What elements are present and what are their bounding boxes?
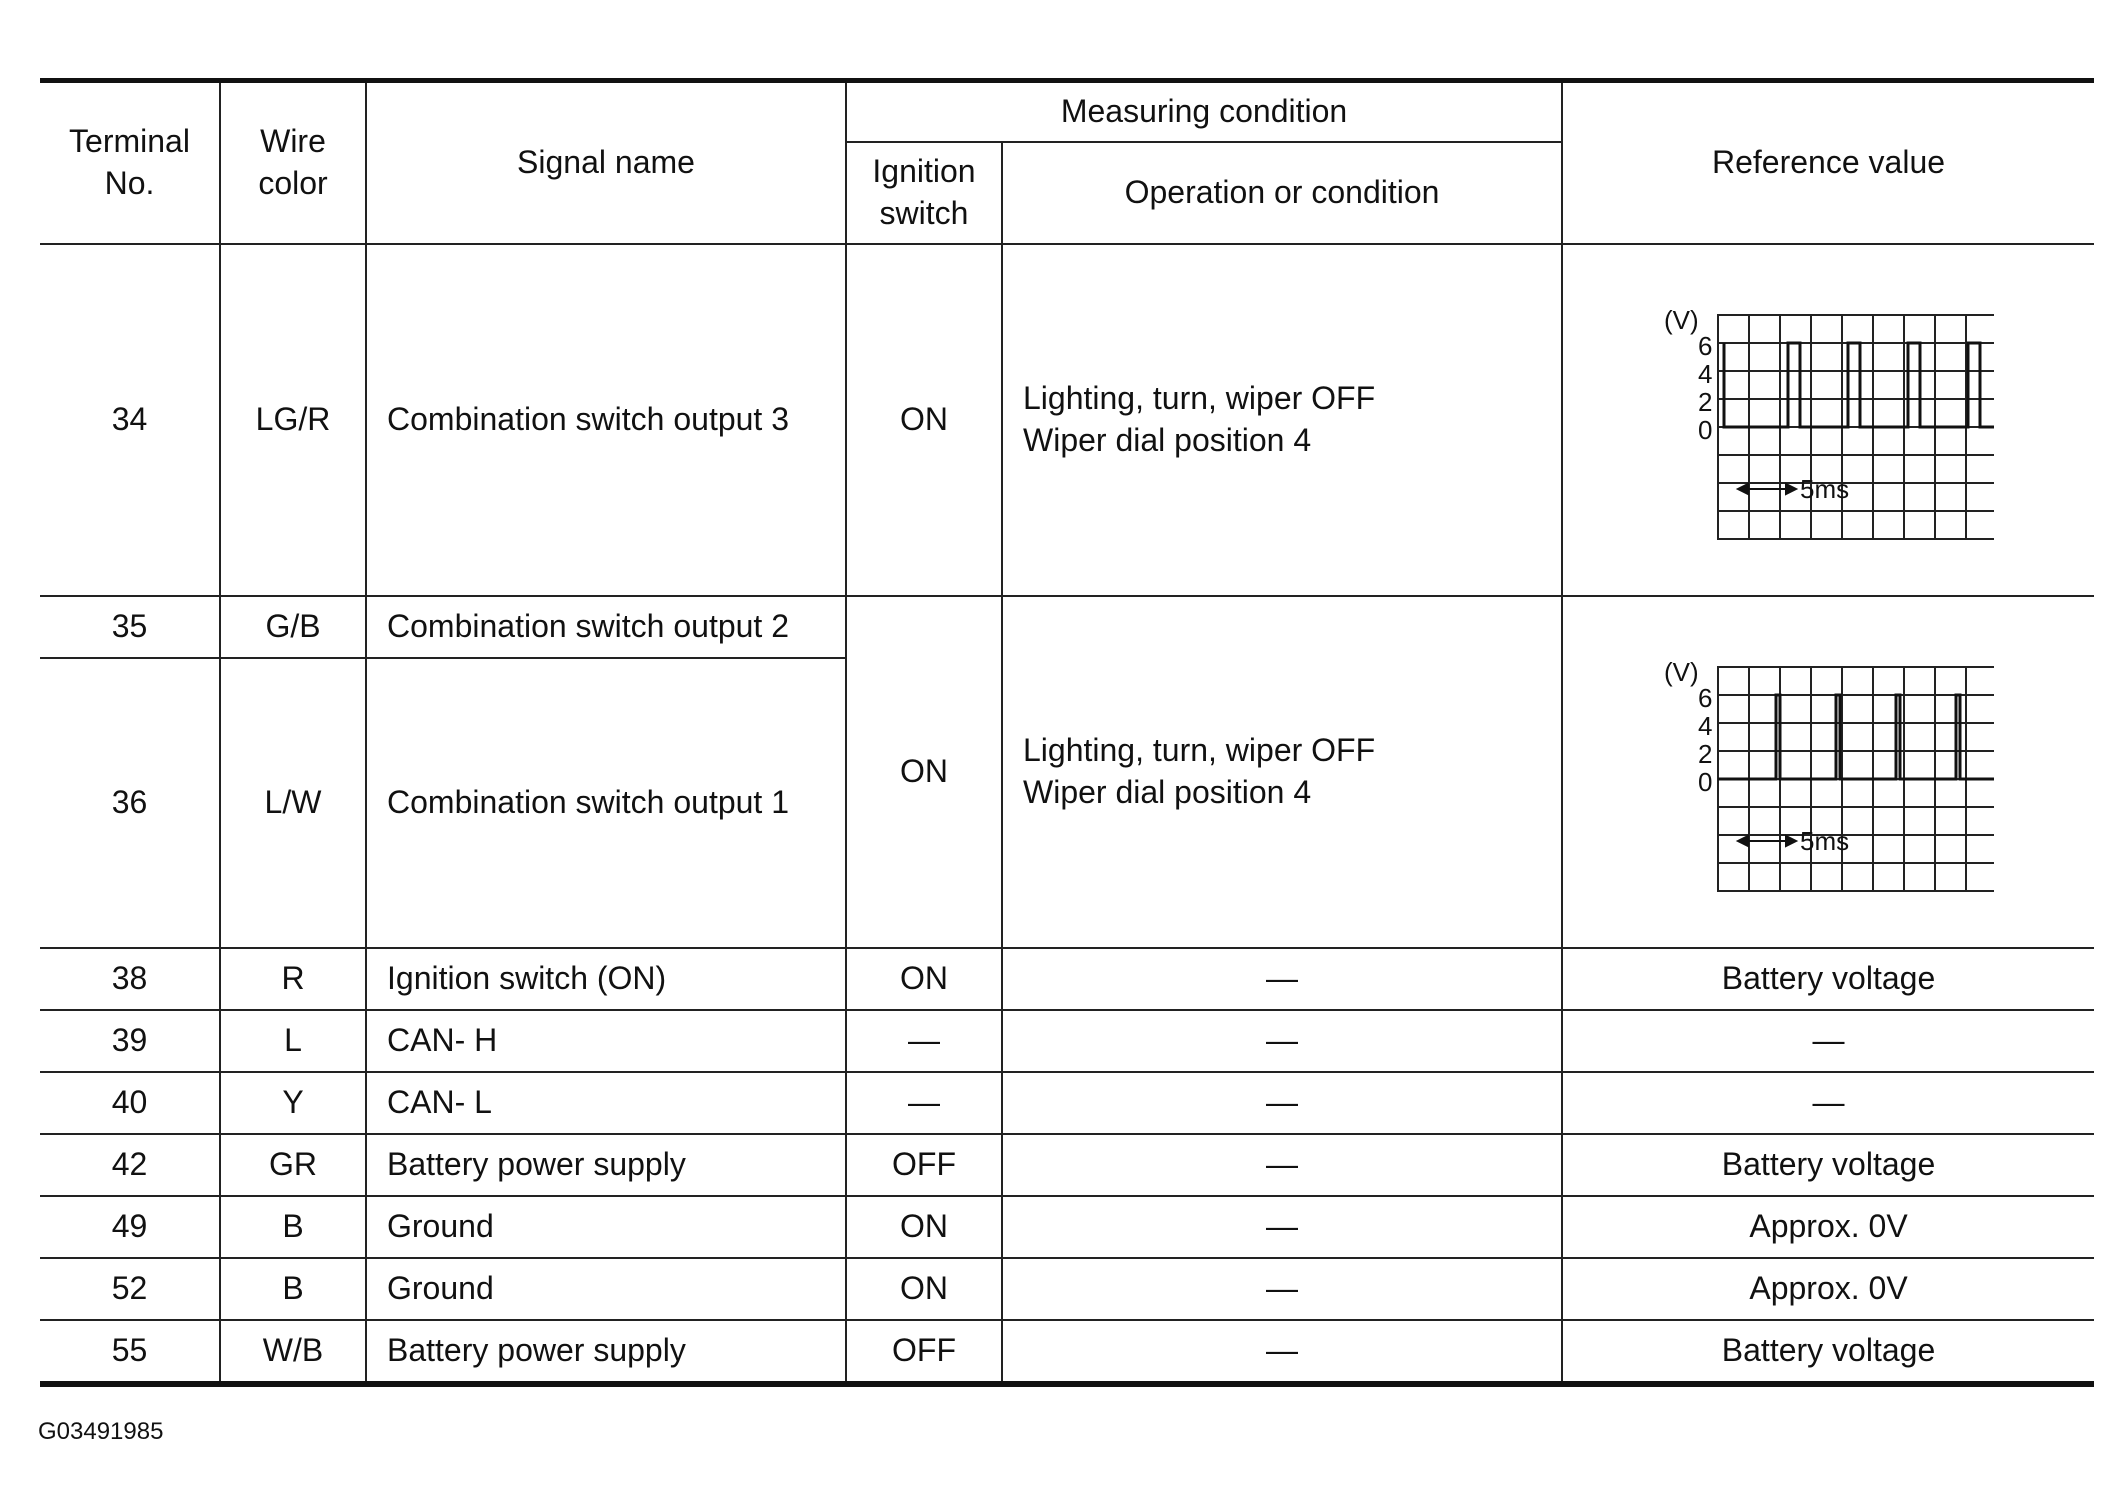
- time-arrow-icon: [1738, 484, 1796, 494]
- operation-condition: —: [1002, 1258, 1562, 1320]
- wire-color: B: [220, 1258, 366, 1320]
- terminal-no: 52: [40, 1258, 220, 1320]
- ignition-switch: ON: [846, 244, 1002, 596]
- terminal-no: 42: [40, 1134, 220, 1196]
- wire-color: B: [220, 1196, 366, 1258]
- operation-condition: —: [1002, 1010, 1562, 1072]
- wire-color: W/B: [220, 1320, 366, 1384]
- ignition-switch: OFF: [846, 1134, 1002, 1196]
- waveform-tick: 2: [1697, 387, 1712, 417]
- reference-value: Battery voltage: [1562, 1134, 2094, 1196]
- table-row: [40, 1134, 2094, 1196]
- reference-value: Approx. 0V: [1562, 1258, 2094, 1320]
- wire-color: L: [220, 1010, 366, 1072]
- waveform-tick: 4: [1697, 359, 1712, 389]
- terminal-no: 40: [40, 1072, 220, 1134]
- operation-condition: [1002, 244, 1562, 596]
- terminal-no: 49: [40, 1196, 220, 1258]
- header-operation-condition: Operation or condition: [1002, 142, 1562, 244]
- waveform-unit: (V): [1663, 657, 1699, 687]
- wire-color: R: [220, 948, 366, 1010]
- terminal-no: 34: [40, 244, 220, 596]
- signal-name: Battery power supply: [366, 1134, 846, 1196]
- header-terminal-no: Terminal No.: [40, 81, 220, 245]
- time-arrow-icon: [1738, 836, 1796, 846]
- waveform-time-scale: 5ms: [1799, 474, 1849, 504]
- operation-line: Lighting, turn, wiper OFF: [1023, 380, 1376, 417]
- reference-value: —: [1562, 1010, 2094, 1072]
- waveform-tick: 4: [1697, 711, 1712, 741]
- terminal-no: 36: [40, 658, 220, 948]
- wire-color: G/B: [220, 596, 366, 658]
- ignition-switch: —: [846, 1072, 1002, 1134]
- signal-name: Combination switch output 2: [366, 596, 846, 658]
- table-row: [40, 1196, 2094, 1258]
- waveform-tick: 6: [1697, 331, 1712, 361]
- wire-color: L/W: [220, 658, 366, 948]
- operation-condition: —: [1002, 948, 1562, 1010]
- signal-name: CAN- L: [366, 1072, 846, 1134]
- table-row: [40, 1072, 2094, 1134]
- signal-name: Ground: [366, 1196, 846, 1258]
- wire-color: Y: [220, 1072, 366, 1134]
- header-signal-name: Signal name: [366, 81, 846, 245]
- table-row: [40, 244, 2094, 596]
- table-row: [40, 1258, 2094, 1320]
- signal-name: Combination switch output 1: [366, 658, 846, 948]
- waveform-tick: 2: [1697, 739, 1712, 769]
- signal-name: Ground: [366, 1258, 846, 1320]
- table-row: [40, 948, 2094, 1010]
- table-row: [40, 1320, 2094, 1384]
- ignition-switch: ON: [846, 1258, 1002, 1320]
- reference-value: —: [1562, 1072, 2094, 1134]
- waveform-trace: [1718, 695, 1994, 779]
- waveform-tick: 6: [1697, 683, 1712, 713]
- operation-line: Wiper dial position 4: [1023, 422, 1312, 458]
- operation-line: Lighting, turn, wiper OFF: [1023, 732, 1376, 769]
- signal-name: Battery power supply: [366, 1320, 846, 1384]
- table-row: [40, 596, 2094, 658]
- header-reference-value: Reference value: [1562, 81, 2094, 245]
- figure-code: G03491985: [38, 1418, 164, 1445]
- waveform-trace: [1724, 343, 1994, 427]
- ignition-switch: OFF: [846, 1320, 1002, 1384]
- reference-value: Battery voltage: [1562, 1320, 2094, 1384]
- table-row: [40, 1010, 2094, 1072]
- terminal-reference-table: [40, 78, 2094, 1387]
- header-wire-color: Wire color: [220, 81, 366, 245]
- operation-condition: —: [1002, 1196, 1562, 1258]
- waveform-time-scale: 5ms: [1799, 826, 1849, 856]
- terminal-no: 39: [40, 1010, 220, 1072]
- reference-value: [1562, 596, 2094, 948]
- operation-condition: —: [1002, 1320, 1562, 1384]
- terminal-no: 38: [40, 948, 220, 1010]
- header-ignition-switch: Ignition switch: [846, 142, 1002, 244]
- signal-name: Combination switch output 3: [366, 244, 846, 596]
- operation-condition: —: [1002, 1134, 1562, 1196]
- signal-name: Ignition switch (ON): [366, 948, 846, 1010]
- oscilloscope-waveform-2: [1664, 647, 1994, 897]
- operation-condition: —: [1002, 1072, 1562, 1134]
- reference-value: Approx. 0V: [1562, 1196, 2094, 1258]
- header-measuring-condition: Measuring condition: [846, 81, 1562, 143]
- terminal-no: 35: [40, 596, 220, 658]
- wire-color: GR: [220, 1134, 366, 1196]
- ignition-switch: —: [846, 1010, 1002, 1072]
- ignition-switch: ON: [846, 948, 1002, 1010]
- waveform-tick: 0: [1697, 415, 1712, 445]
- terminal-no: 55: [40, 1320, 220, 1384]
- operation-condition: [1002, 596, 1562, 948]
- reference-value: Battery voltage: [1562, 948, 2094, 1010]
- oscilloscope-waveform-1: [1664, 295, 1994, 545]
- waveform-unit: (V): [1663, 305, 1699, 335]
- ignition-switch: ON: [846, 1196, 1002, 1258]
- reference-value: [1562, 244, 2094, 596]
- operation-line: Wiper dial position 4: [1023, 774, 1312, 810]
- wire-color: LG/R: [220, 244, 366, 596]
- signal-name: CAN- H: [366, 1010, 846, 1072]
- waveform-tick: 0: [1697, 767, 1712, 797]
- ignition-switch: ON: [846, 596, 1002, 948]
